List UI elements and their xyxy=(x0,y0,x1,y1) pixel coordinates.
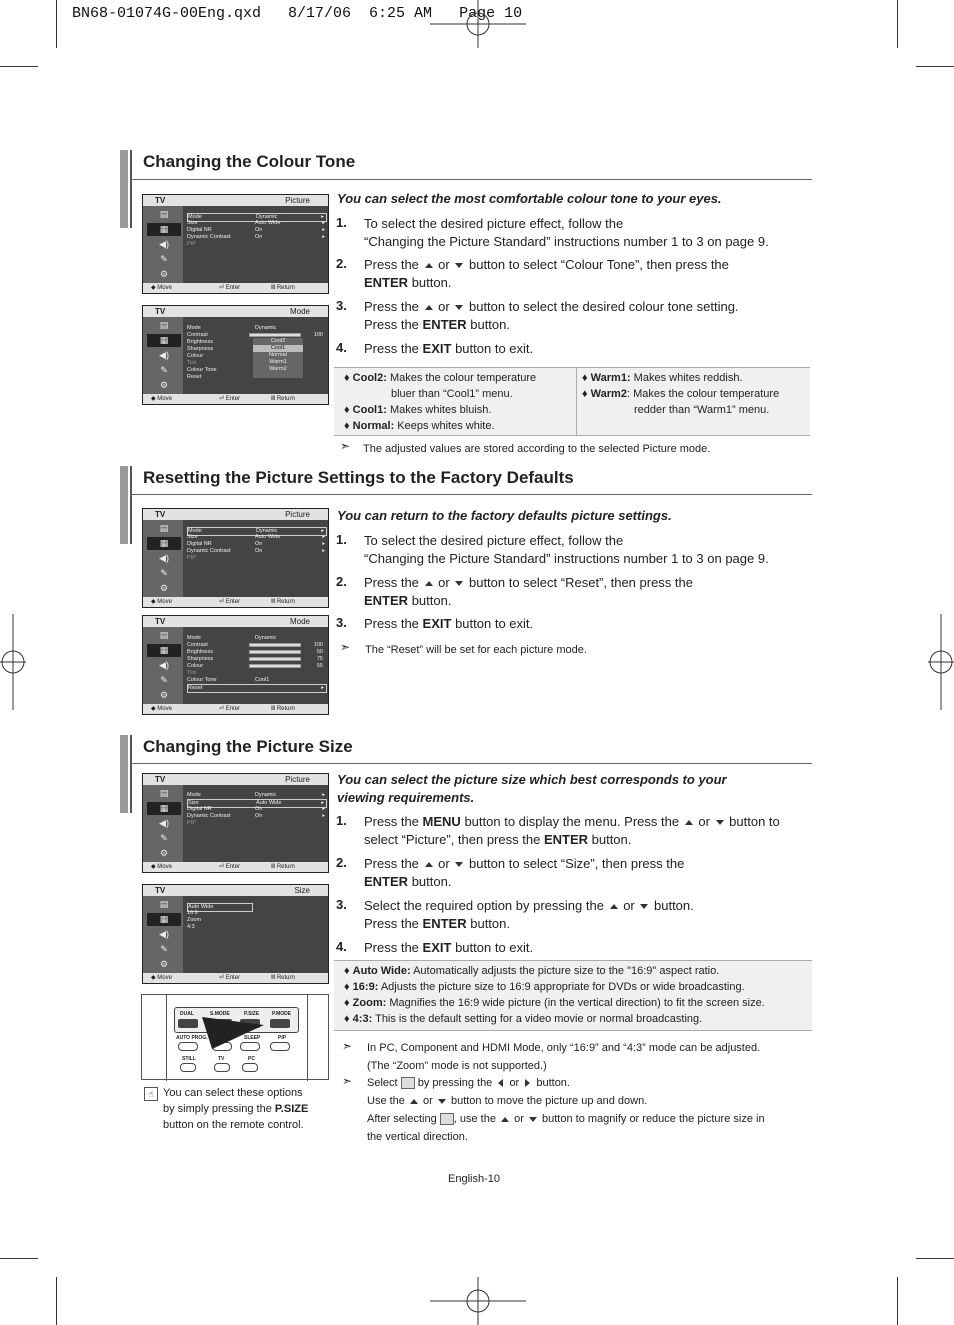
section-bar xyxy=(120,150,128,228)
options-box: ♦ Cool2: Makes the colour temperature bluer than “Cool1” menu. ♦ Cool1: Makes whites bluish. ♦ Normal: Keeps whites white. ♦ Warm1: Makes whites reddish. ♦ Warm2: Makes the colour temperature redder than “Warm1” menu. xyxy=(334,367,810,436)
note-arrow-icon: ➣ xyxy=(342,1074,353,1088)
registration-mark-icon xyxy=(928,614,954,710)
note-arrow-icon: ➣ xyxy=(342,1039,353,1053)
trim-mark xyxy=(56,0,57,48)
step-2: Press the or button to select “Reset”, then press the ENTER button. xyxy=(364,575,693,608)
registration-mark-icon xyxy=(430,1277,526,1325)
section-divider xyxy=(130,494,812,495)
setup-icon: ⚙ xyxy=(159,269,169,279)
step-3: Press the or button to select the desired colour tone setting. Press the ENTER button. xyxy=(364,299,739,332)
picture-icon: ▦ xyxy=(147,223,181,236)
picture-icon: ▤ xyxy=(159,209,169,219)
options-box: ♦ Auto Wide: Automatically adjusts the picture size to the "16:9" aspect ratio. ♦ 16:9: Adjusts the picture size to 16:9 appropriate for DVDs or wide broadcasting. ♦ Zoom: Magnifies the 16:9 wide picture (in the vertical direction) to fit the screen size. ♦ 4:3: This is the default setting for a video movie or normal broadcasting. xyxy=(334,960,812,1031)
section-intro: You can select the most comfortable colour tone to your eyes. xyxy=(337,191,722,206)
step-2: Press the or button to select “Colour Tone”, then press the ENTER button. xyxy=(364,257,729,290)
note-arrow-icon: ➣ xyxy=(340,640,351,654)
section-bar xyxy=(130,735,132,813)
registration-mark-icon xyxy=(0,614,26,710)
section-intro: You can return to the factory defaults picture settings. xyxy=(337,508,672,523)
up-arrow-icon xyxy=(425,581,433,586)
section-bar xyxy=(130,150,132,228)
section-bar xyxy=(120,735,128,813)
step-3: Press the EXIT button to exit. xyxy=(364,616,534,631)
step-1: Press the MENU button to display the menu. Press the or button to select “Picture”, then press the ENTER button. xyxy=(364,814,780,847)
osd-mode-menu: TV Mode ▤ ▦ ◀) ✎ ⚙ Mode Dynamic Contrast 100 Brightness Sharpness Colour Tint Colour Tone Reset Cool2 Cool1 Normal Warm1 Warm2 ◆ Move ⏎ Enter Ⅲ Return xyxy=(142,305,329,405)
step-2: Press the or button to select “Size”, then press the ENTER button. xyxy=(364,856,685,889)
trim-mark xyxy=(897,0,898,48)
trim-mark xyxy=(56,1277,57,1325)
trim-mark xyxy=(916,1258,954,1259)
remote-control-image: DUAL S.MODE P.SIZE P.MODE AUTO PROG. SLEEP PIP STILL TV PC xyxy=(141,994,329,1080)
up-arrow-icon xyxy=(425,305,433,310)
section-title: Resetting the Picture Settings to the Factory Defaults xyxy=(143,468,574,487)
step-4: Press the EXIT button to exit. xyxy=(364,341,534,356)
file-header: BN68-01074G-00Eng.qxd 8/17/06 6:25 AM Page 10 xyxy=(72,5,523,22)
zoom-icon xyxy=(440,1113,454,1125)
osd-mode-menu: TV Mode ▤ ▦ ◀) ✎ ⚙ Mode Dynamic Contrast 100 Brightness 50 Sharpness 75 Colour 55 Tint Colour Tone Cool1 Reset ▸ ◆ Move ⏎ Enter Ⅲ Return xyxy=(142,615,329,715)
osd-picture-menu: TV Picture ▤ ▦ ◀) ✎ ⚙ Mode Dynamic ▸ Size Auto Wide ▸ Digital NR On ▸ Dynamic Contrast On ▸ PIP ◆ Move ⏎ Enter Ⅲ Return xyxy=(142,194,329,294)
section-bar xyxy=(120,466,128,544)
trim-mark xyxy=(897,1277,898,1325)
position-icon xyxy=(401,1077,415,1089)
section-title: Changing the Colour Tone xyxy=(143,152,356,171)
step-3: Select the required option by pressing the or button. Press the ENTER button. xyxy=(364,898,694,931)
sound-icon: ◀) xyxy=(159,239,169,249)
section-divider xyxy=(130,763,812,764)
section-intro: You can select the picture size which best corresponds to your viewing requirements. xyxy=(337,772,727,805)
step-1: To select the desired picture effect, follow the “Changing the Picture Standard” instructions number 1 to 3 on page 9. xyxy=(364,533,769,566)
step-1: To select the desired picture effect, follow the “Changing the Picture Standard” instructions number 1 to 3 on page 9. xyxy=(364,216,769,249)
osd-picture-menu: TV Picture ▤ ▦ ◀) ✎ ⚙ Mode Dynamic ▸ Size Auto Wide ▸ Digital NR On ▸ Dynamic Contrast On ▸ PIP ◆ Move ⏎ Enter Ⅲ Return xyxy=(142,773,329,873)
section-divider xyxy=(130,179,812,180)
up-arrow-icon xyxy=(425,263,433,268)
note-arrow-icon: ➣ xyxy=(340,439,351,453)
section-title: Changing the Picture Size xyxy=(143,737,353,756)
down-arrow-icon xyxy=(455,263,463,268)
hand-icon: ☝ xyxy=(144,1087,158,1101)
trim-mark xyxy=(0,66,38,67)
remote-note: You can select these options by simply pressing the P.SIZE button on the remote control. xyxy=(163,1087,309,1131)
down-arrow-icon xyxy=(455,581,463,586)
step-4: Press the EXIT button to exit. xyxy=(364,940,534,955)
page-number: English-10 xyxy=(448,1173,500,1185)
registration-mark-icon xyxy=(430,0,526,48)
section-bar xyxy=(130,466,132,544)
osd-picture-menu: TV Picture ▤ ▦ ◀) ✎ ⚙ Mode Dynamic ▸ Size Auto Wide ▸ Digital NR On ▸ Dynamic Contrast On ▸ PIP ◆ Move ⏎ Enter Ⅲ Return xyxy=(142,508,329,608)
down-arrow-icon xyxy=(455,305,463,310)
osd-size-menu: TV Size ▤ ▦ ◀) ✎ ⚙ Auto Wide 16:9 Zoom 4:3 ◆ Move ⏎ Enter Ⅲ Return xyxy=(142,884,329,984)
trim-mark xyxy=(916,66,954,67)
trim-mark xyxy=(0,1258,38,1259)
channel-icon: ✎ xyxy=(160,254,168,264)
